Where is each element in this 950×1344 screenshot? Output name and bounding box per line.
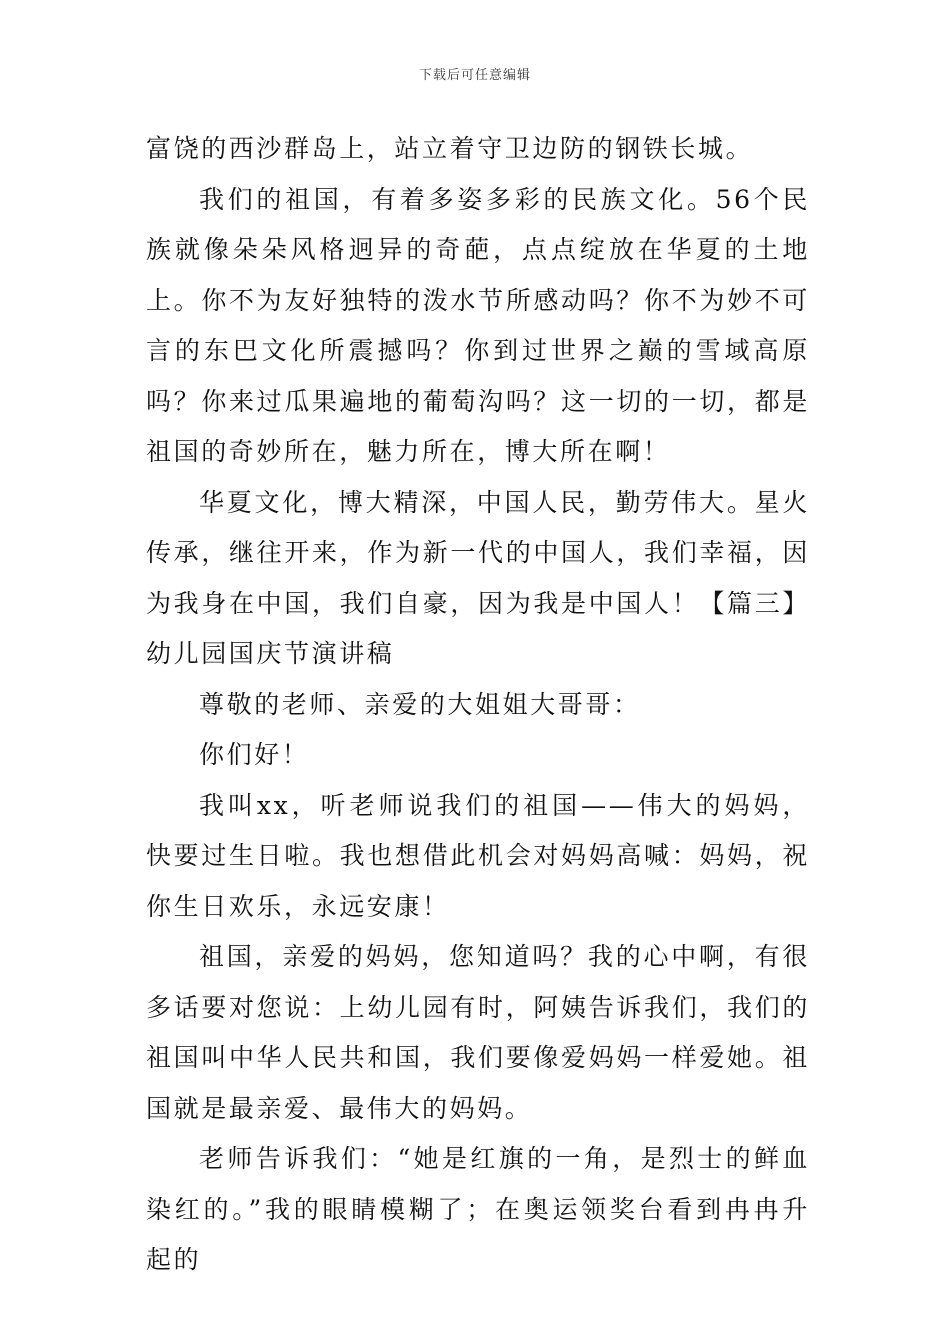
- paragraph: 老师告诉我们：“她是红旗的一角，是烈士的鲜血染红的。”我的眼睛模糊了；在奥运领奖台看到冉冉升起的: [146, 1144, 810, 1274]
- document-body: [146, 124, 810, 1286]
- page-header-note: 下载后可任意编辑: [418, 68, 531, 83]
- paragraph: 你们好！: [199, 740, 310, 769]
- paragraph: 祖国，亲爱的妈妈，您知道吗？我的心中啊，有很多话要对您说：上幼儿园有时，阿姨告诉我们，我们的祖国叫中华人民共和国，我们要像爱妈妈一样爱她。祖国就是最亲爱、最伟大的妈妈。: [146, 942, 810, 1123]
- paragraph: 我叫xx，听老师说我们的祖国——伟大的妈妈，快要过生日啦。我也想借此机会对妈妈高喊：妈妈，祝你生日欢乐，永远安康！: [146, 790, 810, 921]
- paragraph: 尊敬的老师、亲爱的大姐姐大哥哥：: [199, 689, 641, 719]
- paragraph: 富饶的西沙群岛上，站立着守卫边防的钢铁长城。: [146, 134, 754, 163]
- paragraph: 华夏文化，博大精深，中国人民，勤劳伟大。星火传承，继往开来，作为新一代的中国人，我们幸福，因为我身在中国，我们自豪，因为我是中国人！【篇三】幼儿园国庆节演讲稿: [146, 487, 810, 668]
- paragraph: 我们的祖国，有着多姿多彩的民族文化。56个民族就像朵朵风格迥异的奇葩，点点绽放在华夏的土地上。你不为友好独特的泼水节所感动吗？你不为妙不可言的东巴文化所震撼吗？你到过世界之巅的雪域高原吗？你来过瓜果遍地的葡萄沟吗？这一切的一切，都是祖国的奇妙所在，魅力所在，博大所在啊！: [146, 184, 810, 466]
